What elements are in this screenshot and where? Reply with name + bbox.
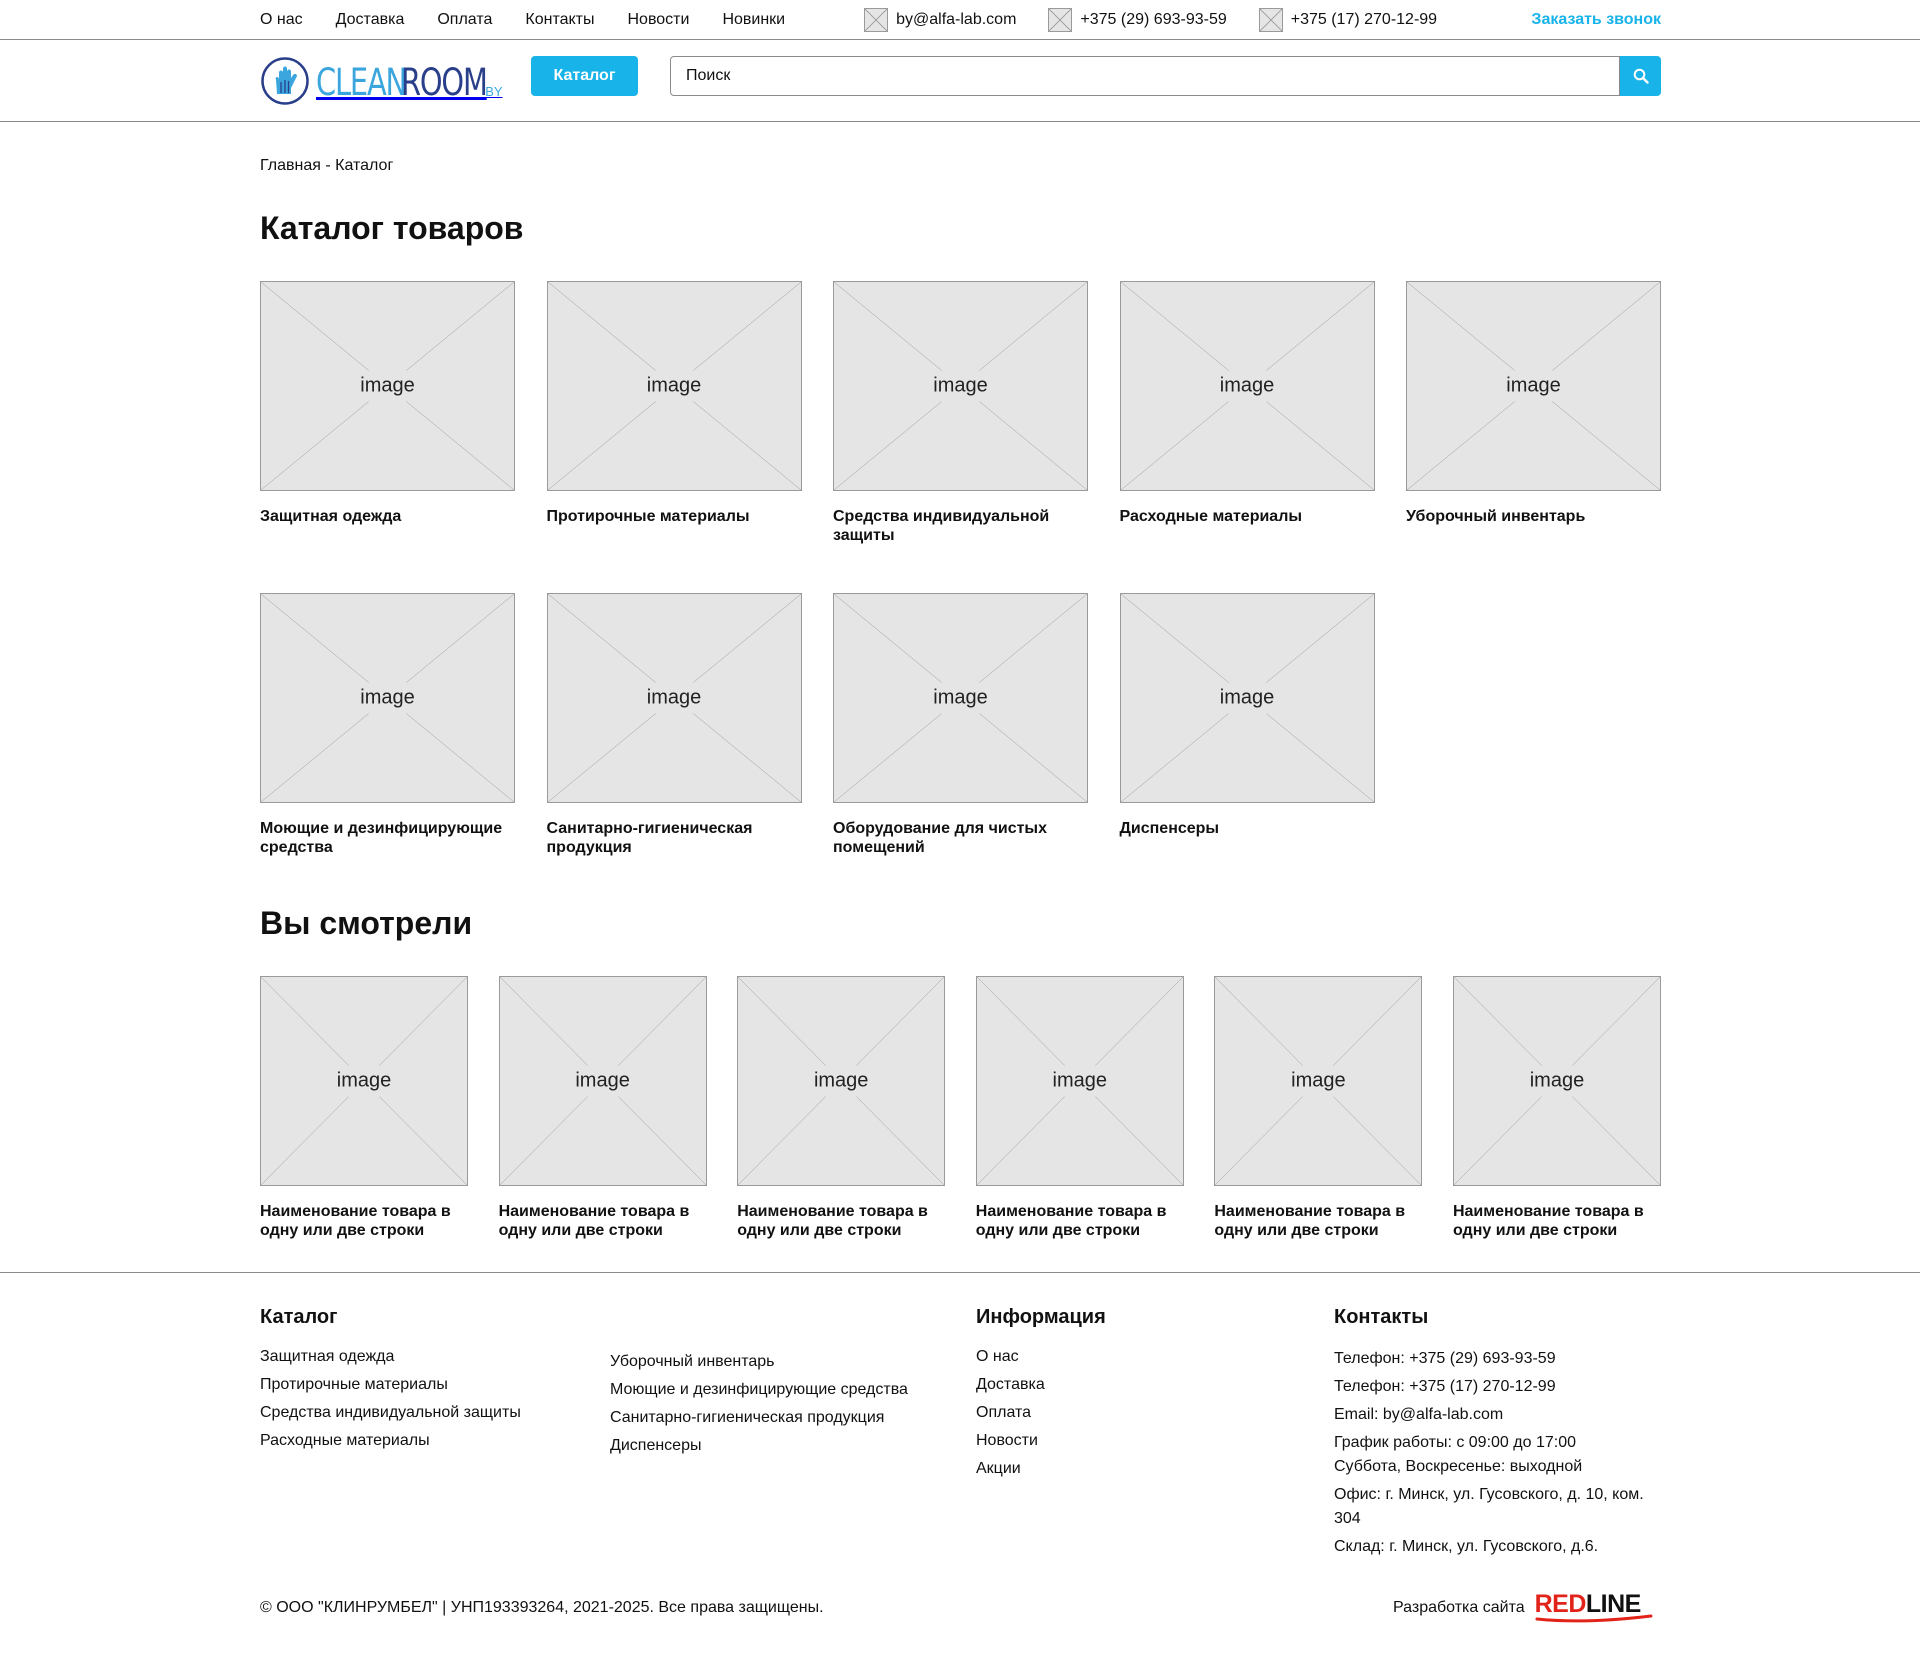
logo-clean-text: CLEAN	[316, 61, 406, 104]
image-placeholder	[1214, 976, 1422, 1186]
viewed-card-title: Наименование товара в одну или две строки	[975, 1203, 1167, 1239]
top-phone-2[interactable]	[1259, 8, 1437, 32]
image-placeholder	[499, 976, 707, 1186]
catalog-card-title: Санитарно-гигиеническая продукция	[546, 820, 753, 856]
footer-catalog-link[interactable]: Расходные материалы	[260, 1432, 430, 1449]
copyright: © ООО "КЛИНРУМБЕЛ" | УНП193393264, 2021-2025. Все права защищены.	[260, 1599, 824, 1616]
top-nav-new-items[interactable]: Новинки	[722, 11, 786, 28]
search-icon	[1633, 68, 1649, 84]
image-placeholder-label: image	[1212, 371, 1282, 402]
footer-contacts-column	[1334, 1306, 1644, 1563]
logo-glove-icon	[260, 56, 310, 106]
catalog-card-title: Уборочный инвентарь	[1406, 508, 1586, 525]
image-placeholder	[1453, 976, 1661, 1186]
image-placeholder-label: image	[925, 371, 995, 402]
footer-catalog-column-2	[610, 1352, 908, 1464]
image-placeholder	[1120, 281, 1375, 491]
viewed-card[interactable]	[737, 976, 945, 1240]
image-placeholder	[260, 593, 515, 803]
footer-catalog-link[interactable]: Моющие и дезинфицирующие средства	[610, 1381, 908, 1398]
site-logo[interactable]	[260, 55, 503, 107]
footer-info-link[interactable]: Новости	[976, 1432, 1038, 1449]
footer-catalog-list-2	[610, 1352, 908, 1456]
catalog-card[interactable]	[547, 281, 802, 545]
footer-catalog-link[interactable]: Протирочные материалы	[260, 1376, 448, 1393]
logo-wordmark	[316, 59, 503, 103]
search-button[interactable]	[1620, 56, 1661, 96]
image-placeholder	[833, 593, 1088, 803]
footer-info-title: Информация	[976, 1306, 1106, 1328]
top-phone-1[interactable]	[1048, 8, 1226, 32]
page-title: Каталог товаров	[260, 210, 524, 246]
catalog-card-title: Оборудование для чистых помещений	[833, 820, 1047, 856]
catalog-card-title: Защитная одежда	[260, 508, 402, 525]
catalog-card[interactable]	[833, 281, 1088, 545]
image-placeholder	[547, 281, 802, 491]
search-input[interactable]	[670, 56, 1620, 96]
breadcrumb-separator: -	[320, 157, 336, 174]
image-placeholder-label: image	[329, 1066, 399, 1097]
viewed-card[interactable]	[1453, 976, 1661, 1240]
viewed-card[interactable]	[499, 976, 707, 1240]
top-nav-payment[interactable]: Оплата	[437, 11, 493, 28]
image-placeholder	[547, 593, 802, 803]
catalog-card[interactable]	[260, 593, 515, 857]
catalog-card-title: Расходные материалы	[1119, 508, 1303, 525]
developer-credit	[1393, 1591, 1653, 1625]
viewed-card-title: Наименование товара в одну или две строки	[1214, 1203, 1406, 1239]
top-contacts	[864, 8, 1469, 32]
developer-credit-text: Разработка сайта	[1393, 1599, 1525, 1616]
image-placeholder-label: image	[1283, 1066, 1353, 1097]
catalog-card-title: Средства индивидуальной защиты	[833, 508, 1050, 544]
image-placeholder	[737, 976, 945, 1186]
callback-link[interactable]: Заказать звонок	[1531, 11, 1661, 28]
footer-contact-hours: График работы: с 09:00 до 17:00 Суббота, Воскресенье: выходной	[1334, 1434, 1583, 1475]
footer-contact-phone-1: Телефон: +375 (29) 693-93-59	[1334, 1350, 1556, 1367]
image-placeholder-label: image	[1212, 683, 1282, 714]
catalog-card-title: Моющие и дезинфицирующие средства	[260, 820, 503, 856]
image-placeholder-label: image	[1522, 1066, 1592, 1097]
image-placeholder-label: image	[925, 683, 995, 714]
viewed-card[interactable]	[976, 976, 1184, 1240]
footer-info-link[interactable]: Оплата	[976, 1404, 1032, 1421]
footer-divider	[0, 1272, 1920, 1273]
top-nav-delivery[interactable]: Доставка	[335, 11, 405, 28]
image-placeholder-label: image	[806, 1066, 876, 1097]
logo-by-text: BY	[485, 84, 503, 99]
breadcrumb-home[interactable]: Главная	[260, 157, 321, 174]
footer-contact-office: Офис: г. Минск, ул. Гусовского, д. 10, ком. 304	[1334, 1486, 1644, 1527]
image-placeholder-label: image	[352, 371, 422, 402]
top-nav	[260, 11, 818, 29]
footer-info-list	[976, 1347, 1106, 1479]
phone-icon	[1259, 8, 1283, 32]
redline-logo[interactable]	[1535, 1591, 1653, 1625]
top-phone-2-text: +375 (17) 270-12-99	[1290, 11, 1438, 28]
footer-catalog-list-1	[260, 1347, 521, 1451]
top-nav-contacts[interactable]: Контакты	[525, 11, 595, 28]
catalog-grid	[260, 281, 1661, 857]
viewed-card-title: Наименование товара в одну или две строки	[737, 1203, 928, 1239]
catalog-card[interactable]	[1120, 281, 1375, 545]
viewed-grid	[260, 976, 1661, 1240]
image-placeholder	[1406, 281, 1661, 491]
redline-logo-black: LINE	[1585, 1590, 1641, 1618]
footer-info-column	[976, 1306, 1106, 1487]
viewed-card[interactable]	[260, 976, 468, 1240]
viewed-card-title: Наименование товара в одну или две строки	[1452, 1203, 1644, 1239]
viewed-card[interactable]	[1214, 976, 1422, 1240]
image-placeholder	[976, 976, 1184, 1186]
redline-swoosh-icon	[1535, 1613, 1653, 1625]
viewed-section-title: Вы смотрели	[260, 905, 473, 941]
footer-catalog-link[interactable]: Санитарно-гигиеническая продукция	[610, 1409, 885, 1426]
catalog-card[interactable]	[833, 593, 1088, 857]
top-nav-about[interactable]: О нас	[260, 11, 303, 28]
redline-logo-red: RED	[1534, 1590, 1586, 1618]
image-placeholder-label: image	[639, 683, 709, 714]
footer-contact-warehouse: Склад: г. Минск, ул. Гусовского, д.6.	[1334, 1538, 1599, 1555]
image-placeholder	[833, 281, 1088, 491]
logo-room-text: ROOM	[401, 61, 488, 104]
image-placeholder	[1120, 593, 1375, 803]
footer-catalog-link[interactable]: Защитная одежда	[260, 1348, 395, 1365]
email-icon	[864, 8, 888, 32]
footer-info-link[interactable]: Доставка	[976, 1376, 1045, 1393]
image-placeholder-label: image	[639, 371, 709, 402]
header	[0, 40, 1920, 122]
catalog-card[interactable]	[260, 281, 515, 545]
footer-catalog-link[interactable]: Уборочный инвентарь	[610, 1353, 775, 1370]
top-nav-news[interactable]: Новости	[627, 11, 690, 28]
image-placeholder	[260, 281, 515, 491]
footer-info-link[interactable]: Акции	[976, 1460, 1021, 1477]
catalog-card[interactable]	[1120, 593, 1375, 857]
footer-catalog-title: Каталог	[260, 1306, 338, 1328]
catalog-card[interactable]	[1406, 281, 1661, 545]
viewed-card-title: Наименование товара в одну или две строки	[498, 1203, 690, 1239]
image-placeholder-label: image	[1498, 371, 1568, 402]
footer-contact-email: Email: by@alfa-lab.com	[1334, 1406, 1504, 1423]
top-phone-1-text: +375 (29) 693-93-59	[1080, 11, 1227, 28]
image-placeholder-label: image	[352, 683, 422, 714]
top-email-text: by@alfa-lab.com	[896, 11, 1017, 28]
image-placeholder	[260, 976, 468, 1186]
top-bar	[0, 0, 1920, 40]
catalog-button[interactable]: Каталог	[531, 56, 638, 96]
footer-contact-phone-2: Телефон: +375 (17) 270-12-99	[1334, 1378, 1556, 1395]
catalog-card-title: Протирочные материалы	[546, 508, 750, 525]
footer-catalog-column	[260, 1306, 521, 1459]
catalog-card-title: Диспенсеры	[1119, 820, 1220, 837]
phone-icon	[1048, 8, 1072, 32]
footer-catalog-link[interactable]: Диспенсеры	[610, 1437, 702, 1454]
footer-catalog-link[interactable]: Средства индивидуальной защиты	[260, 1404, 521, 1421]
top-email[interactable]	[864, 8, 1016, 32]
image-placeholder-label: image	[567, 1066, 637, 1097]
footer-contacts-list	[1334, 1347, 1644, 1559]
viewed-card-title: Наименование товара в одну или две строки	[260, 1203, 451, 1239]
footer-contacts-title: Контакты	[1334, 1306, 1429, 1328]
image-placeholder-label: image	[1045, 1066, 1115, 1097]
breadcrumb	[260, 157, 393, 175]
breadcrumb-current: Каталог	[335, 157, 394, 174]
catalog-card[interactable]	[547, 593, 802, 857]
footer-info-link[interactable]: О нас	[976, 1348, 1019, 1365]
